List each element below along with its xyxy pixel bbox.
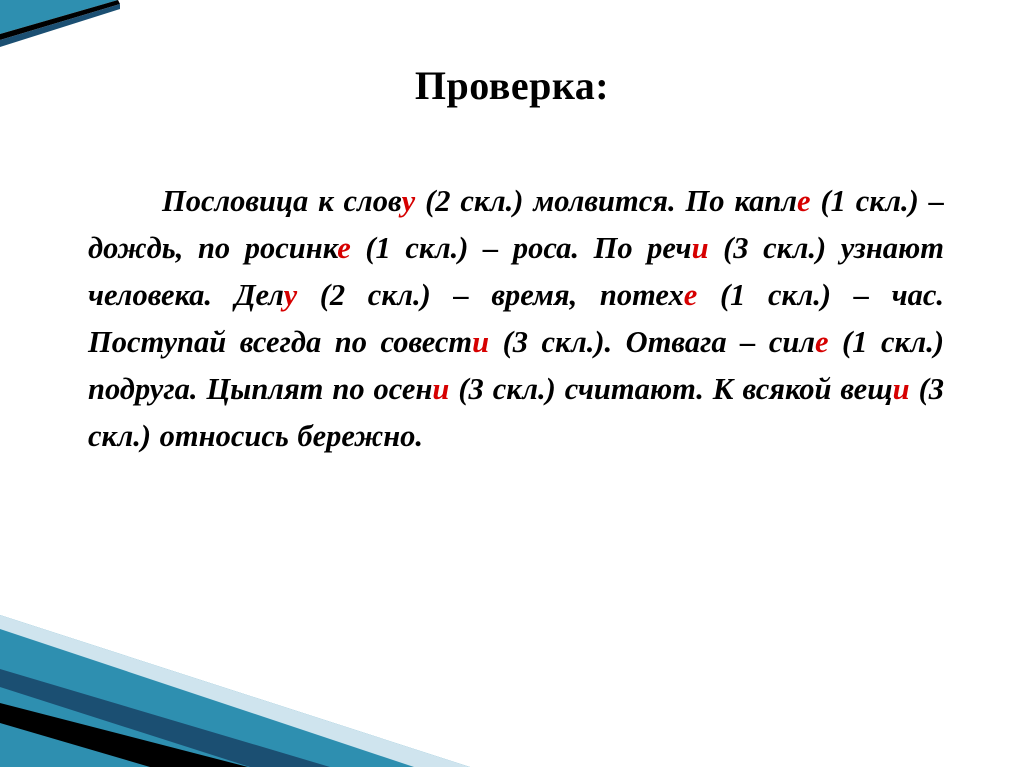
highlighted-ending-13: и [472,325,490,359]
text-run-4: (1 скл.) – дождь, по росинк [88,184,944,265]
text-run-2: (2 скл.) молвится. По капл [415,184,797,218]
bottom-stripe-light [0,615,470,767]
bottom-stripe-dark-blue [0,669,330,767]
text-run-8: (3 скл.) узнают человека. Дел [88,231,944,312]
decorative-corner-bottom-left [0,607,1024,767]
text-run-10: (2 скл.) – время, потех [297,278,684,312]
highlighted-ending-3: е [796,184,811,218]
bottom-band-svg [0,607,1024,767]
bottom-stripe-black [0,703,248,767]
text-run-6: (1 скл.) – роса. По реч [350,231,692,265]
bottom-stripe-teal [0,615,470,767]
highlighted-ending-19: и [892,372,910,406]
highlighted-ending-15: е [815,325,829,359]
page-title: Проверка: [414,63,610,108]
highlighted-ending-1: у [401,184,416,218]
highlighted-ending-11: е [683,278,698,312]
corner-stripes-svg [0,0,120,60]
text-run-0: Пословица к слов [162,184,402,218]
text-run-16: (1 скл.) подруга. Цыплят по осен [88,325,944,406]
text-run-20: (3 скл.) относись бережно. [88,372,944,453]
text-run-14: (3 скл.). Отвага – сил [489,325,815,359]
body-paragraph [88,178,944,460]
stripe-teal-shape [0,0,118,34]
text-run-12: (1 скл.) – час. Поступай всегда по совест [88,278,945,359]
text-run-18: (3 скл.) считают. К всякой вещ [449,372,893,406]
stripe-dark-blue-shape [0,4,120,47]
decorative-corner-top-left [0,0,120,60]
highlighted-ending-17: и [432,372,450,406]
highlighted-ending-5: е [337,231,351,265]
highlighted-ending-7: и [691,231,709,265]
stripe-black-shape [0,0,120,40]
highlighted-ending-9: у [283,278,298,312]
